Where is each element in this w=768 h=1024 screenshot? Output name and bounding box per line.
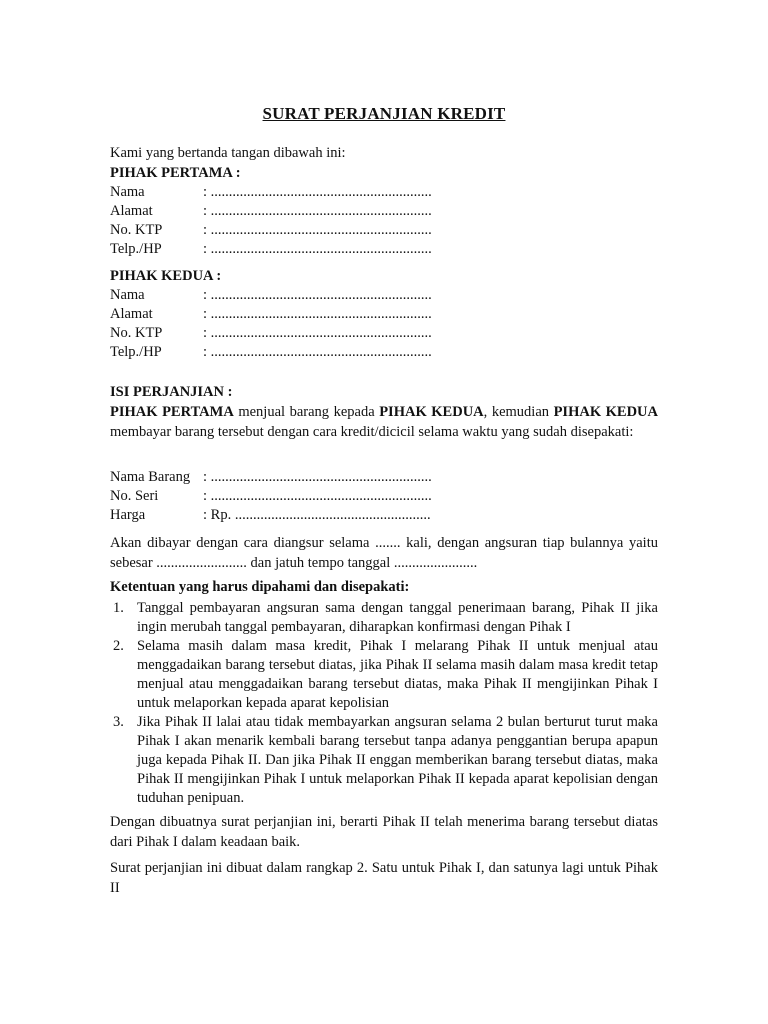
party-name: PIHAK KEDUA [379,404,484,420]
field-blank: : ............................................................. [203,222,432,238]
field-blank: : ............................................................. [203,287,432,303]
field-row [110,202,658,221]
field-label: Nama [110,287,145,303]
list-item [110,599,658,637]
list-item-text: Tanggal pembayaran angsuran sama dengan tanggal penerimaan barang, Pihak II jika ingin merubah tanggal pembayaran, diharapkan konfirmasi dengan Pihak I [137,600,658,635]
field-row [110,286,658,305]
paragraph-text: membayar barang tersebut dengan cara kredit/dicicil selama waktu yang sudah disepakati: [110,424,634,440]
field-row [110,343,658,362]
field-blank: : Rp. ...................................................... [203,507,431,523]
list-number: 2. [113,638,124,654]
isi-perjanjian-paragraph [110,402,658,442]
ketentuan-list [110,599,658,808]
field-blank: : ............................................................. [203,325,432,341]
list-item [110,713,658,808]
field-row [110,324,658,343]
field-row [110,240,658,259]
paragraph-text: menjual barang kepada [233,404,380,420]
field-blank: : ............................................................. [203,306,432,322]
party-name: PIHAK KEDUA [553,404,659,420]
field-label: No. Seri [110,488,159,504]
field-label: No. KTP [110,222,163,238]
penutup-paragraph-2: Surat perjanjian ini dibuat dalam rangkap 2. Satu untuk Pihak I, dan satunya lagi untuk Pihak II [110,860,658,896]
list-number: 3. [113,714,124,730]
field-blank: : ............................................................. [203,488,432,504]
pihak-pertama-section [110,164,658,259]
barang-section [110,468,658,525]
document-title: SURAT PERJANJIAN KREDIT [262,104,506,123]
field-label: Alamat [110,306,153,322]
field-label: Nama Barang [110,469,191,485]
field-blank: : ............................................................. [203,469,432,485]
penutup-paragraph-1: Dengan dibuatnya surat perjanjian ini, berarti Pihak II telah menerima barang tersebut diatas dari Pihak I dalam keadaan baik. [110,814,658,850]
intro-text: Kami yang bertanda tangan dibawah ini: [110,145,346,161]
list-item-text: Selama masih dalam masa kredit, Pihak I melarang Pihak II untuk menjual atau menggadaikan barang tersebut diatas, jika Pihak II selama masih dalam masa kredit tetap menjual atau menggadaikan barang tersebut diatas, maka Pihak II mengijinkan Pihak I untuk melaporkan kepada aparat kepolisian [137,638,658,711]
list-item [110,637,658,713]
paragraph-text: , kemudian [483,404,554,420]
pihak-pertama-heading: PIHAK PERTAMA : [110,165,241,181]
ketentuan-heading: Ketentuan yang harus dipahami dan disepakati: [110,579,410,595]
field-blank: : ............................................................. [203,344,432,360]
field-label: Harga [110,507,146,523]
field-blank: : ............................................................. [203,203,432,219]
field-label: Nama [110,184,145,200]
field-row [110,487,658,506]
field-row [110,221,658,240]
party-name: PIHAK PERTAMA [110,404,234,420]
isi-perjanjian-section [110,383,658,442]
field-label: Telp./HP [110,241,162,257]
isi-perjanjian-heading: ISI PERJANJIAN : [110,384,233,400]
pihak-kedua-section [110,267,658,362]
field-label: Alamat [110,203,153,219]
field-blank: : ............................................................. [203,241,432,257]
field-blank: : ............................................................. [203,184,432,200]
field-row [110,183,658,202]
field-row [110,468,658,487]
field-label: No. KTP [110,325,163,341]
list-item-text: Jika Pihak II lalai atau tidak membayarkan angsuran selama 2 bulan berturut turut maka Pihak I akan menarik kembali barang tersebut tanpa adanya penggantian berupa apapun juga kepada Pihak II. Dan jika Pihak II enggan memberikan barang tersebut diatas, maka Pihak II mengijinkan Pihak I untuk melaporkan Pihak II kepada aparat kepolisian dengan tuduhan penipuan. [137,714,658,806]
field-row [110,305,658,324]
pembayaran-paragraph: Akan dibayar dengan cara diangsur selama ....... kali, dengan angsuran tiap bulannya yaitu sebesar ......................... dan jatuh tempo tanggal ....................... [110,535,658,571]
list-number: 1. [113,600,124,616]
field-row [110,506,658,525]
pihak-kedua-heading: PIHAK KEDUA : [110,268,222,284]
field-label: Telp./HP [110,344,162,360]
